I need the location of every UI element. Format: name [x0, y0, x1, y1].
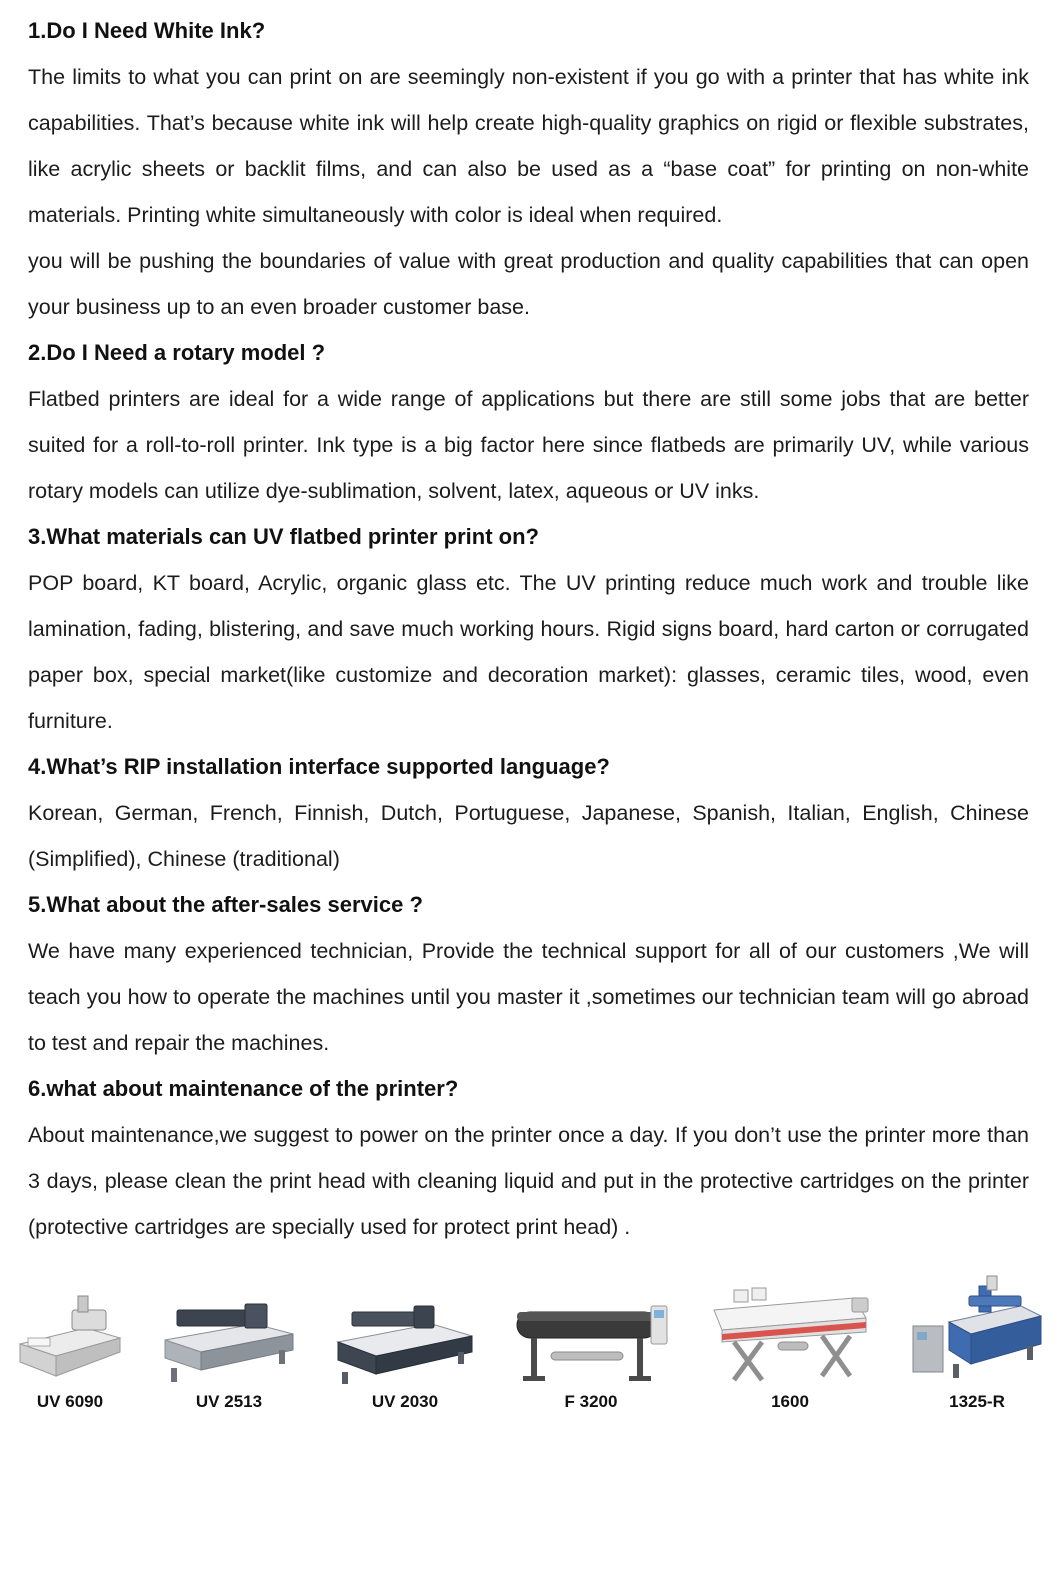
- section-heading: 5.What about the after-sales service ?: [28, 892, 423, 917]
- faq-section-after-sales: [28, 882, 1029, 1066]
- section-paragraph: Flatbed printers are ideal for a wide range of applications but there are still some jobs that are better suited for a roll-to-roll printer. Ink type is a big factor here since flatbeds are primarily UV, while various rotary models can utilize dye-sublimation, solvent, latex, aqueous or UV inks.: [28, 387, 1029, 503]
- section-heading: 6.what about maintenance of the printer?: [28, 1076, 459, 1101]
- section-heading: 1.Do I Need White Ink?: [28, 18, 266, 43]
- section-paragraph: Korean, German, French, Finnish, Dutch, Portuguese, Japanese, Spanish, Italian, English, Chinese (Simplified), Chinese (traditional): [28, 801, 1029, 871]
- product-label: 1325-R: [949, 1392, 1005, 1411]
- section-paragraph: POP board, KT board, Acrylic, organic glass etc. The UV printing reduce much work and trouble like lamination, fading, blistering, and save much working hours. Rigid signs board, hard carton or corrugated paper box, special market(like customize and decoration market): glasses, ceramic tiles, wood, even furniture.: [28, 571, 1029, 733]
- section-heading: 4.What’s RIP installation interface supported language?: [28, 754, 610, 779]
- faq-section-rotary-model: [28, 330, 1029, 514]
- faq-section-rip-language: [28, 744, 1029, 882]
- product-1600: [704, 1276, 876, 1412]
- printer-f-3200-image: [511, 1282, 671, 1386]
- product-label: UV 2030: [371, 1392, 439, 1411]
- section-paragraph: We have many experienced technician, Provide the technical support for all of our customers ,We will teach you how to operate the machines until you master it ,sometimes our technician team will go abroad to test and repair the machines.: [28, 939, 1029, 1055]
- faq-section-materials: [28, 514, 1029, 744]
- faq-section-white-ink: [28, 8, 1029, 330]
- faq-section-maintenance: [28, 1066, 1029, 1250]
- product-label: 1600: [771, 1392, 809, 1411]
- product-label: UV 2513: [195, 1392, 263, 1411]
- product-1325-r: [909, 1268, 1045, 1412]
- printer-1600-image: [704, 1276, 876, 1386]
- printer-1325-r-image: [909, 1268, 1045, 1386]
- section-paragraph: About maintenance,we suggest to power on the printer once a day. If you don’t use the printer more than 3 days, please clean the print head with cleaning liquid and put in the protective cartridges on the printer (protective cartridges are specially used for protect print head) .: [28, 1123, 1029, 1239]
- printer-uv-6090-image: [14, 1286, 126, 1386]
- printer-uv-2513-image: [159, 1290, 299, 1386]
- section-paragraph: The limits to what you can print on are seemingly non-existent if you go with a printer that has white ink capabilities. That’s because white ink will help create high-quality graphics on rigid or flexible substrates, like acrylic sheets or backlit films, and can also be used as a “base coat” for printing on non-white materials. Printing white simultaneously with color is ideal when required.: [28, 65, 1029, 227]
- product-uv-2513: [159, 1290, 299, 1412]
- section-paragraph: you will be pushing the boundaries of value with great production and quality capabilities that can open your business up to an even broader customer base.: [28, 249, 1029, 319]
- product-uv-2030: [332, 1290, 478, 1412]
- section-heading: 3.What materials can UV flatbed printer print on?: [28, 524, 539, 549]
- printer-uv-2030-image: [332, 1290, 478, 1386]
- product-f-3200: [511, 1282, 671, 1412]
- section-heading: 2.Do I Need a rotary model ?: [28, 340, 326, 365]
- product-label: UV 6090: [36, 1392, 104, 1411]
- product-gallery: [0, 1250, 1059, 1426]
- product-uv-6090: [14, 1286, 126, 1412]
- product-label: F 3200: [564, 1392, 618, 1411]
